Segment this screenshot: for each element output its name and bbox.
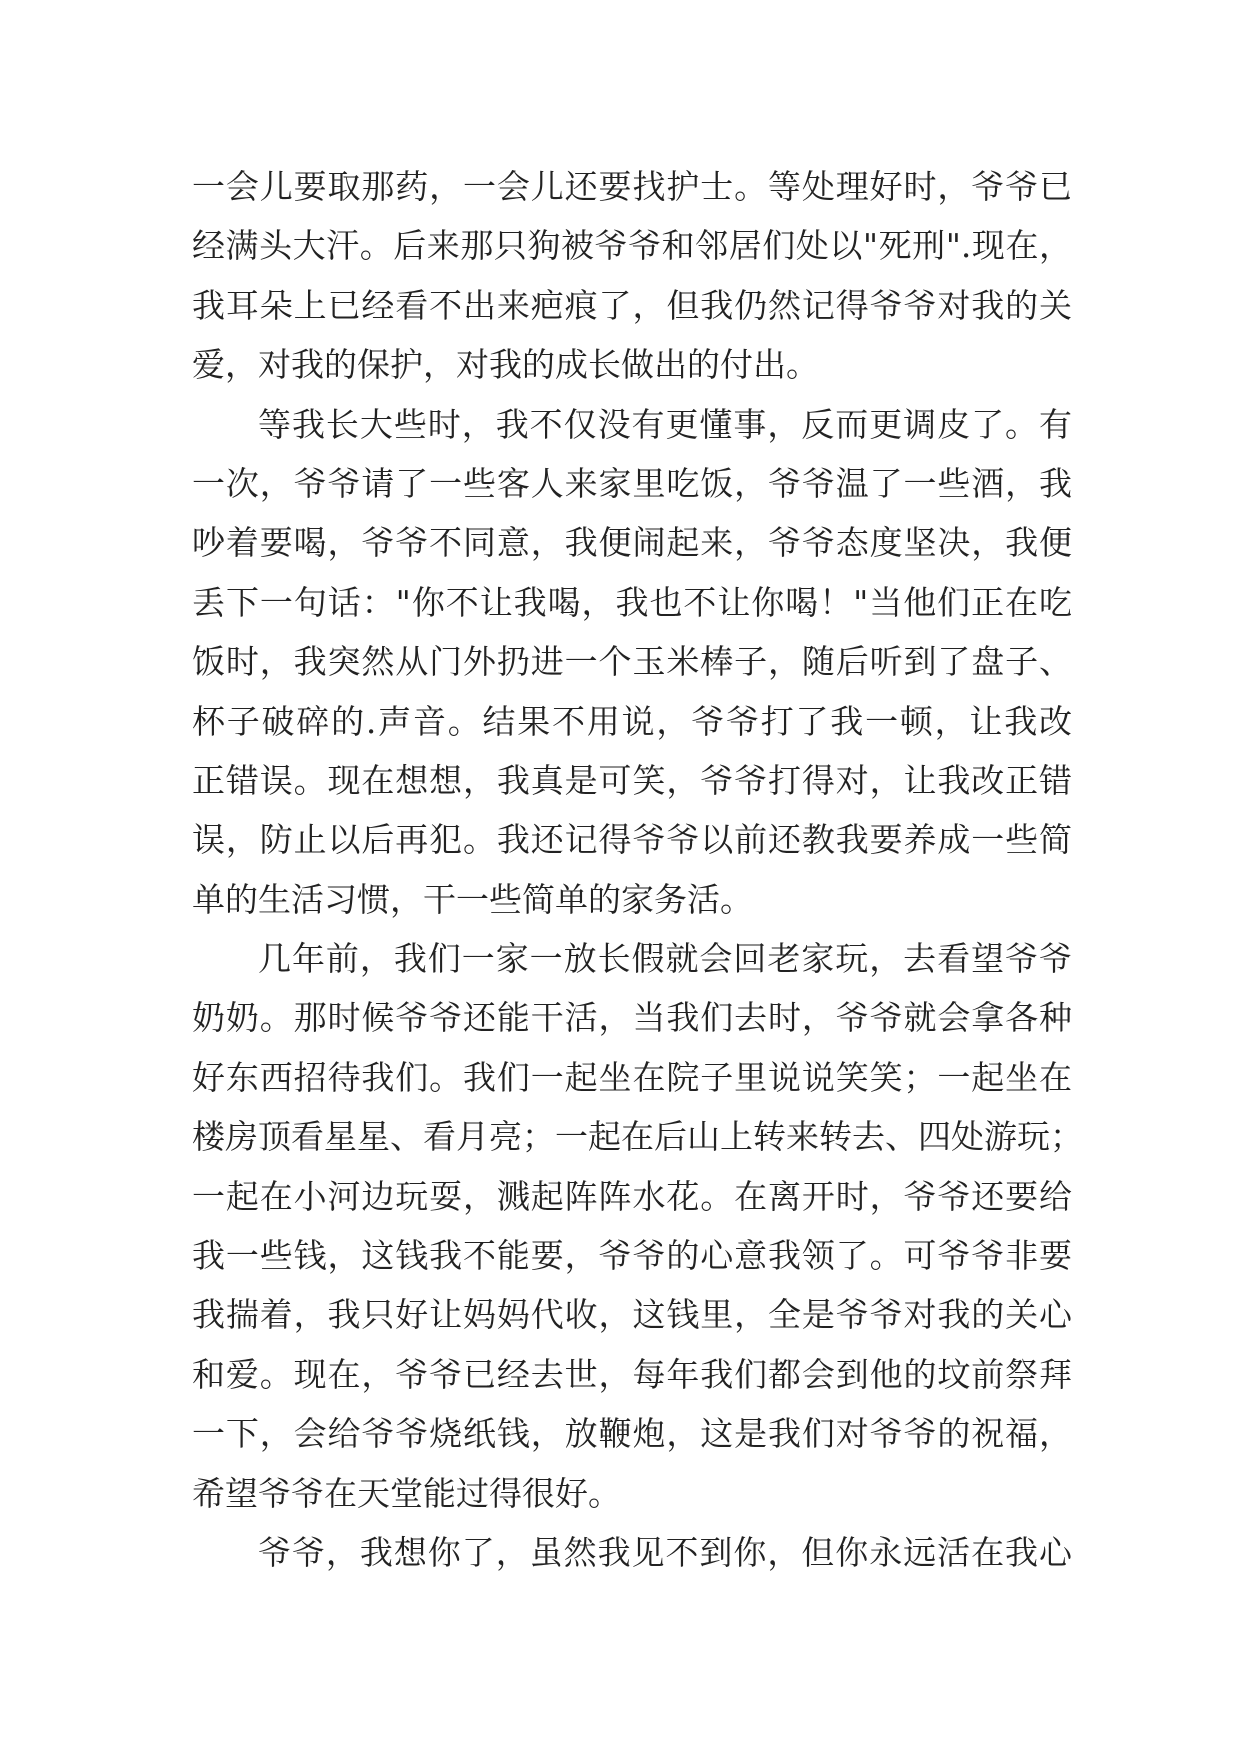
- text-line: 我一些钱，这钱我不能要，爷爷的心意我领了。可爷爷非要: [192, 1236, 1072, 1276]
- text-line: 经满头大汗。后来那只狗被爷爷和邻居们处以"死刑".现在，: [192, 226, 1072, 266]
- text-line: 爷爷，我想你了，虽然我见不到你，但你永远活在我心: [258, 1532, 1072, 1572]
- text-line: 一次，爷爷请了一些客人来家里吃饭，爷爷温了一些酒，我: [192, 463, 1072, 503]
- text-line: 吵着要喝，爷爷不同意，我便闹起来，爷爷态度坚决，我便: [192, 523, 1072, 563]
- text-line: 一会儿要取那药，一会儿还要找护士。等处理好时，爷爷已: [192, 167, 1072, 206]
- paragraph-3: [192, 929, 1083, 1523]
- text-line: 正错误。现在想想，我真是可笑，爷爷打得对，让我改正错: [192, 760, 1072, 800]
- text-line: 我揣着，我只好让妈妈代收，这钱里，全是爷爷对我的关心: [192, 1295, 1072, 1335]
- text-line: 杯子破碎的.声音。结果不用说，爷爷打了我一顿，让我改: [192, 701, 1072, 741]
- text-line: 我耳朵上已经看不出来疤痕了，但我仍然记得爷爷对我的关: [192, 285, 1072, 325]
- text-line: 楼房顶看星星、看月亮；一起在后山上转来转去、四处游玩；: [192, 1117, 1083, 1157]
- text-line: 一下，会给爷爷烧纸钱，放鞭炮，这是我们对爷爷的祝福，: [192, 1414, 1072, 1454]
- paragraph-4: [192, 1523, 1072, 1582]
- text-line: 丢下一句话："你不让我喝，我也不让你喝！"当他们正在吃: [192, 582, 1072, 622]
- paragraph-1: [192, 157, 1072, 395]
- text-line: 和爱。现在，爷爷已经去世，每年我们都会到他的坟前祭拜: [192, 1354, 1072, 1394]
- text-line: 饭时，我突然从门外扔进一个玉米棒子，随后听到了盘子、: [192, 642, 1072, 682]
- text-line: 误，防止以后再犯。我还记得爷爷以前还教我要养成一些简: [192, 820, 1072, 860]
- article-body: [192, 157, 1083, 1582]
- text-line: 好东西招待我们。我们一起坐在院子里说说笑笑；一起坐在: [192, 1057, 1072, 1097]
- text-line: 奶奶。那时候爷爷还能干活，当我们去时，爷爷就会拿各种: [192, 998, 1072, 1038]
- text-line: 一起在小河边玩耍，溅起阵阵水花。在离开时，爷爷还要给: [192, 1176, 1072, 1216]
- paragraph-2: [192, 395, 1072, 930]
- text-line: 爱，对我的保护，对我的成长做出的付出。: [192, 345, 819, 385]
- text-line: 希望爷爷在天堂能过得很好。: [192, 1473, 621, 1513]
- text-line: 几年前，我们一家一放长假就会回老家玩，去看望爷爷: [258, 939, 1072, 979]
- text-line: 等我长大些时，我不仅没有更懂事，反而更调皮了。有: [258, 404, 1072, 444]
- text-line: 单的生活习惯，干一些简单的家务活。: [192, 879, 753, 919]
